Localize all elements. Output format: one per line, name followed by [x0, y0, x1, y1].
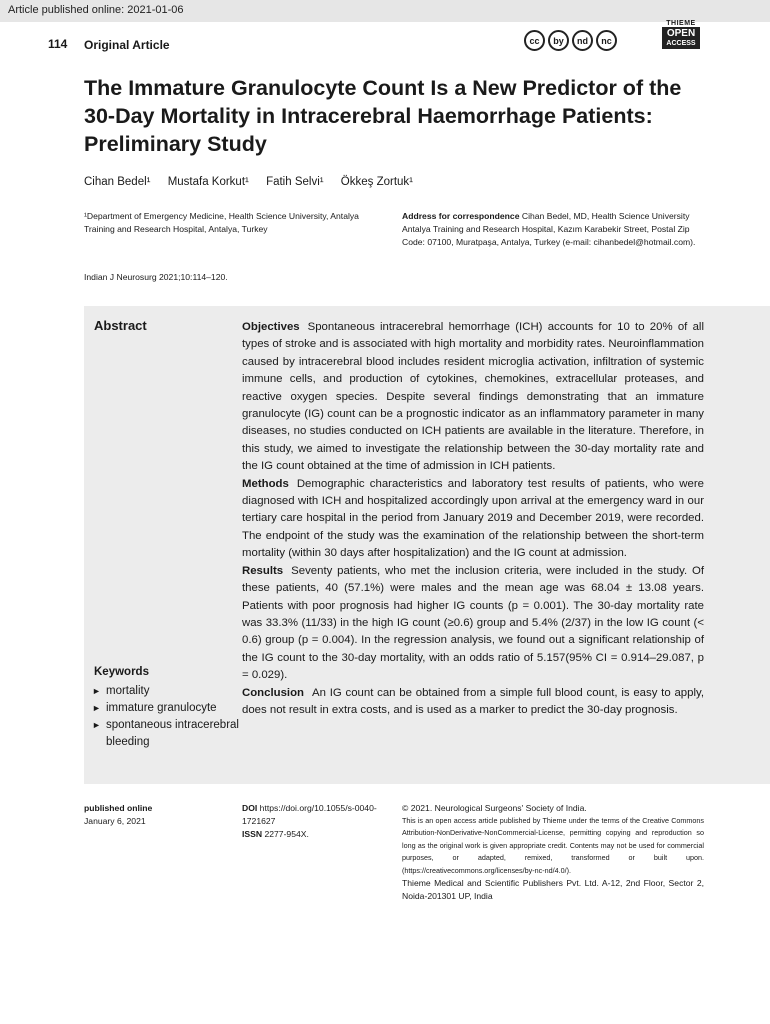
copyright-line: © 2021. Neurological Surgeons' Society of India. [402, 803, 587, 813]
page-number: 114 [48, 37, 68, 51]
article-title: The Immature Granulocyte Count Is a New Predictor of the 30-Day Mortality in Intracerebral Haemorrhage Patients: Preliminary Study [84, 76, 682, 156]
abstract-methods: Methods Demographic characteristics and laboratory test results of patients, who were diagnosed with ICH and hospitalized accordingly upon arrival at the emergency ward in our tertiary care hospital in the period from January 2019 and December 2019, were recorded. The endpoint of the study was the examination of the relationship between the short-term mortality (within 30 days after hospitalization) and the IG count at admission. [242, 477, 704, 560]
license-text: This is an open access article published by Thieme under the terms of the Creative Commons Attribution-NonDerivative-NonCommercial-License, permitting copying and reproduction so long as the original work is given appropriate credit. Contents may not be used for commercial purposes, or adapted, remixed, transformed or built upon. (https://creativecommons.org/licenses/by-nc-nd/4.0/). [402, 816, 704, 875]
copyright-block [402, 802, 704, 903]
keyword: ► spontaneous intracerebral bleeding [92, 717, 240, 751]
author: Cihan Bedel¹ [84, 176, 151, 188]
thieme-open-access-logo: THIEME OPEN ACCESS [662, 20, 700, 49]
abstract-heading: Abstract [94, 318, 147, 333]
abstract-body [242, 319, 704, 719]
author: Mustafa Korkut¹ [167, 176, 249, 188]
published-online-block [84, 802, 224, 828]
author-list [84, 176, 427, 188]
by-icon: by [548, 30, 569, 51]
correspondence [402, 210, 702, 249]
abstract-box [84, 306, 770, 784]
issn-label: ISSN [242, 829, 263, 839]
affiliation: ¹Department of Emergency Medicine, Health Science University, Antalya Training and Research Hospital, Antalya, Turkey [84, 211, 359, 234]
correspondence-text: Cihan Bedel, MD, Health Science University Antalya Training and Research Hospital, Kazım Karabekir Street, Postal Zip Code: 07100, Muratpaşa, Antalya, Turkey (e-mail: cihanbedel@hotmail.com). [402, 211, 696, 247]
keyword: ► immature granulocyte [92, 700, 240, 717]
correspondence-label: Address for correspondence [402, 211, 520, 221]
keywords-list [92, 683, 240, 751]
journal-citation: Indian J Neurosurg 2021;10:114–120. [84, 272, 228, 282]
section-label: Original Article [84, 38, 170, 52]
abstract-conclusion: Conclusion An IG count can be obtained from a simple full blood count, is easy to apply, does not result in extra costs, and is used as a marker to predict the 30-day prognosis. [242, 686, 704, 716]
doi-block [242, 802, 382, 841]
page-header [0, 22, 705, 62]
abstract-objectives: Objectives Spontaneous intracerebral hemorrhage (ICH) accounts for 10 to 20% of all types of stroke and is associated with high mortality and morbidity rates. Neuroinflammation caused by intracerebral blood includes resident microglia activation, infiltration of systemic immune cells, and production of cytokines, chemokines, extracellular proteases, and reactive oxygen species. Despite several findings demonstrating that an immature granulocyte (IG) count can be a prognostic indicator as an inflammatory parameter in many diseases, no studies conducted on ICH patients are available in the literature. Therefore, in this study, we aimed to investigate the relationship between the 30-day mortality rate and the IG count obtained at the time of admission in ICH patients. [242, 321, 704, 473]
cc-icon: cc [524, 30, 545, 51]
author: Fatih Selvi¹ [266, 176, 324, 188]
published-note: Article published online: 2021-01-06 [8, 4, 184, 16]
keyword: ► mortality [92, 683, 240, 700]
author: Ökkeş Zortuk¹ [340, 176, 414, 188]
published-online-date: January 6, 2021 [84, 816, 146, 826]
keywords-heading: Keywords [94, 666, 149, 678]
nd-icon: nd [572, 30, 593, 51]
issn-value: 2277-954X. [264, 829, 309, 839]
nc-icon: nc [596, 30, 617, 51]
license-icons [524, 30, 617, 51]
doi-label: DOI [242, 803, 258, 813]
published-online-label: published online [84, 803, 153, 813]
doi-link[interactable]: https://doi.org/10.1055/s-0040-1721627 [242, 803, 377, 826]
abstract-results: Results Seventy patients, who met the inclusion criteria, were included in the study. Of these patients, 40 (57.1%) were males and the mean age was 68.04 ± 13.08 years. Patients with poor prognosis had higher IG counts (p = 0.001). The 30-day mortality rate was 33.3% (11/33) in the high IG count (≥0.6) group and 5.4% (2/37) in the low IG count (< 0.6) group (p = 0.004). In the regression analysis, we found out a significant relationship of the IG count to the 30-day mortality, with an odds ratio of 5.157(95% CI = 0.914–29.087, p = 0.029). [242, 564, 704, 682]
publisher-address: Thieme Medical and Scientific Publishers Pvt. Ltd. A-12, 2nd Floor, Sector 2, Noida-201301 UP, India [402, 878, 704, 902]
published-note-bar [0, 0, 770, 22]
